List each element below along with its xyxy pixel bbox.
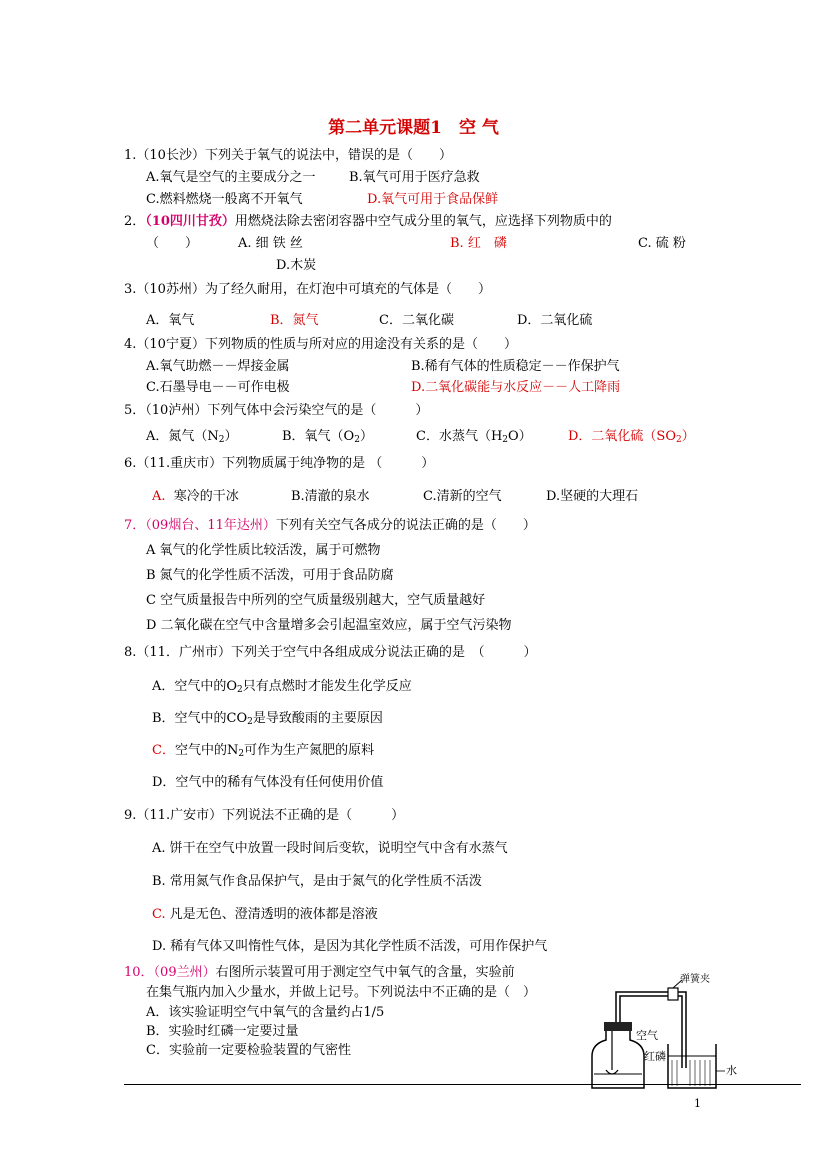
q8-option-b-sub: 2 xyxy=(247,717,253,727)
q7-option-b: B 氮气的化学性质不活泼，可用于食品防腐 xyxy=(146,568,394,583)
q2-option-c: C. 硫 粉 xyxy=(638,236,686,251)
q3-option-d: D．二氧化硫 xyxy=(517,313,593,328)
q5-option-a-text: A．氮气（N xyxy=(146,429,219,444)
q10-stem xyxy=(124,965,515,981)
q2-text: 用燃烧法除去密闭容器中空气成分里的氧气，应选择下列物质中的 xyxy=(234,214,612,229)
q7-option-c: C 空气质量报告中所列的空气质量级别越大，空气质量越好 xyxy=(146,593,486,608)
figure-label-clamp: 弹簧夹 xyxy=(680,974,710,985)
q5-option-c-close: O） xyxy=(508,429,532,444)
q8-option-d: D．空气中的稀有气体没有任何使用价值 xyxy=(152,775,384,790)
q2-option-d: D.木炭 xyxy=(276,258,317,273)
q5-option-d-sub: 2 xyxy=(676,435,682,445)
q2-number: 2． xyxy=(124,214,146,229)
q9-option-d: D. 稀有气体又叫惰性气体，是因为其化学性质不活泼，可用作保护气 xyxy=(152,939,548,954)
apparatus-figure xyxy=(580,970,745,1095)
q3-option-b: B．氮气 xyxy=(270,313,319,328)
q3-option-a: A．氧气 xyxy=(146,313,195,328)
q8-stem: 8.（11．广州市）下列关于空气中各组成成分说法正确的是 （ ） xyxy=(124,645,537,660)
q7-option-d: D 二氧化碳在空气中含量增多会引起温室效应，属于空气污染物 xyxy=(146,618,512,633)
figure-label-red-phosphorus: 红磷 xyxy=(644,1050,666,1063)
q4-stem: 4.（10宁夏）下列物质的性质与所对应的用途没有关系的是（ ） xyxy=(124,337,517,352)
page-number: 1 xyxy=(694,1097,701,1110)
q8-option-c-rest: 可作为生产氮肥的原料 xyxy=(244,743,375,758)
q5-option-a-sub: 2 xyxy=(218,435,225,445)
q6-option-c: C.清新的空气 xyxy=(423,489,502,504)
q2-option-b: B. 红 磷 xyxy=(450,236,507,251)
q10-text: 右图所示装置可用于测定空气中氧气的含量，实验前 xyxy=(215,965,515,980)
q4-option-a: A.氧气助燃－－焊接金属 xyxy=(146,359,290,374)
q1-option-d: D.氧气可用于食品保鲜 xyxy=(367,192,499,207)
q6-stem: 6.（11.重庆市）下列物质属于纯净物的是 （ ） xyxy=(124,456,435,471)
q5-stem: 5．（10泸州）下列气体中会污染空气的是（ ） xyxy=(124,403,429,418)
q10-option-c: C．实验前一定要检验装置的气密性 xyxy=(146,1043,351,1058)
q2-source: （10四川甘孜） xyxy=(145,214,235,229)
q9-option-c-letter: C. xyxy=(152,907,166,922)
q8-option-c xyxy=(152,743,374,759)
figure-label-air: 空气 xyxy=(636,1029,658,1042)
q8-option-b xyxy=(152,711,383,727)
q9-option-c xyxy=(152,907,378,923)
q4-option-c: C.石墨导电－－可作电极 xyxy=(146,380,290,395)
q10-stem-line2: 在集气瓶内加入少量水，并做上记号。下列说法中不正确的是（ ） xyxy=(146,985,537,1000)
q3-option-c: C．二氧化碳 xyxy=(379,313,454,328)
q5-option-d xyxy=(568,429,695,445)
q5-option-d-close: ） xyxy=(681,429,695,444)
q6-option-a-text: 寒冷的干冰 xyxy=(173,489,239,504)
q10-source: 10．（09兰州） xyxy=(124,965,216,980)
q8-option-c-text: 空气中的N xyxy=(174,743,239,758)
q3-stem: 3.（10苏州）为了经久耐用，在灯泡中可填充的气体是（ ） xyxy=(124,282,491,297)
q9-stem: 9.（11.广安市）下列说法不正确的是（ ） xyxy=(124,808,405,823)
q5-option-c-sub: 2 xyxy=(502,435,509,445)
q8-option-c-letter: C． xyxy=(152,743,175,758)
q1-stem: 1.（10长沙）下列关于氧气的说法中，错误的是（ ） xyxy=(124,148,452,163)
q10-option-a: A．该实验证明空气中氧气的含量约占1/5 xyxy=(146,1005,385,1020)
q8-option-a-sub: 2 xyxy=(237,685,243,695)
q6-option-a-letter: A. xyxy=(152,489,166,504)
q2-option-a: A. 细 铁 丝 xyxy=(238,236,303,251)
q8-option-b-text: B．空气中的CO xyxy=(152,711,248,726)
q9-option-a: A. 饼干在空气中放置一段时间后变软，说明空气中含有水蒸气 xyxy=(152,841,508,856)
q5-option-d-text: D．二氧化硫（SO xyxy=(568,429,676,444)
q1-option-a: A.氧气是空气的主要成分之一 xyxy=(146,170,316,185)
q8-option-b-rest: 是导致酸雨的主要原因 xyxy=(252,711,383,726)
q2-paren: （ ） xyxy=(146,236,199,251)
q10-option-b: B．实验时红磷一定要过量 xyxy=(146,1024,299,1039)
q7-text: 下列有关空气各成分的说法正确的是（ ） xyxy=(275,518,536,533)
q8-option-a xyxy=(152,679,412,695)
q5-option-c xyxy=(416,429,532,445)
q4-option-b: B.稀有气体的性质稳定－－作保护气 xyxy=(411,359,620,374)
q6-option-a xyxy=(152,489,239,505)
q8-option-a-text: A．空气中的O xyxy=(152,679,238,694)
q5-option-b xyxy=(282,429,373,445)
q2-stem xyxy=(124,214,612,230)
q1-option-c: C.燃料燃烧一般离不开氧气 xyxy=(146,192,303,207)
q7-stem xyxy=(124,518,536,534)
q7-source: 7．（09烟台、11年达州） xyxy=(124,518,276,533)
q9-option-b: B. 常用氮气作食品保护气，是由于氮气的化学性质不活泼 xyxy=(152,874,482,889)
q5-option-b-sub: 2 xyxy=(354,435,360,445)
q5-option-b-text: B．氧气（O xyxy=(282,429,355,444)
q5-option-b-close: ） xyxy=(359,429,373,444)
q6-option-d: D.坚硬的大理石 xyxy=(546,489,639,504)
q5-option-a-close: ） xyxy=(224,429,238,444)
q7-option-a: A 氧气的化学性质比较活泼，属于可燃物 xyxy=(146,543,381,558)
figure-label-water: 水 xyxy=(726,1064,737,1077)
q4-option-d: D.二氧化碳能与水反应－－人工降雨 xyxy=(411,380,621,395)
q5-option-c-text: C．水蒸气（H xyxy=(416,429,503,444)
q8-option-a-rest: 只有点燃时才能发生化学反应 xyxy=(242,679,412,694)
q6-option-b: B.清澈的泉水 xyxy=(291,489,370,504)
q9-option-c-text: 凡是无色、澄清透明的液体都是溶液 xyxy=(169,907,378,922)
page-title: 第二单元课题1 空 气 xyxy=(328,118,499,138)
footer-rule xyxy=(124,1084,801,1085)
q5-option-a xyxy=(146,429,238,445)
q8-option-c-sub: 2 xyxy=(238,749,245,759)
q1-option-b: B.氧气可用于医疗急救 xyxy=(349,170,480,185)
